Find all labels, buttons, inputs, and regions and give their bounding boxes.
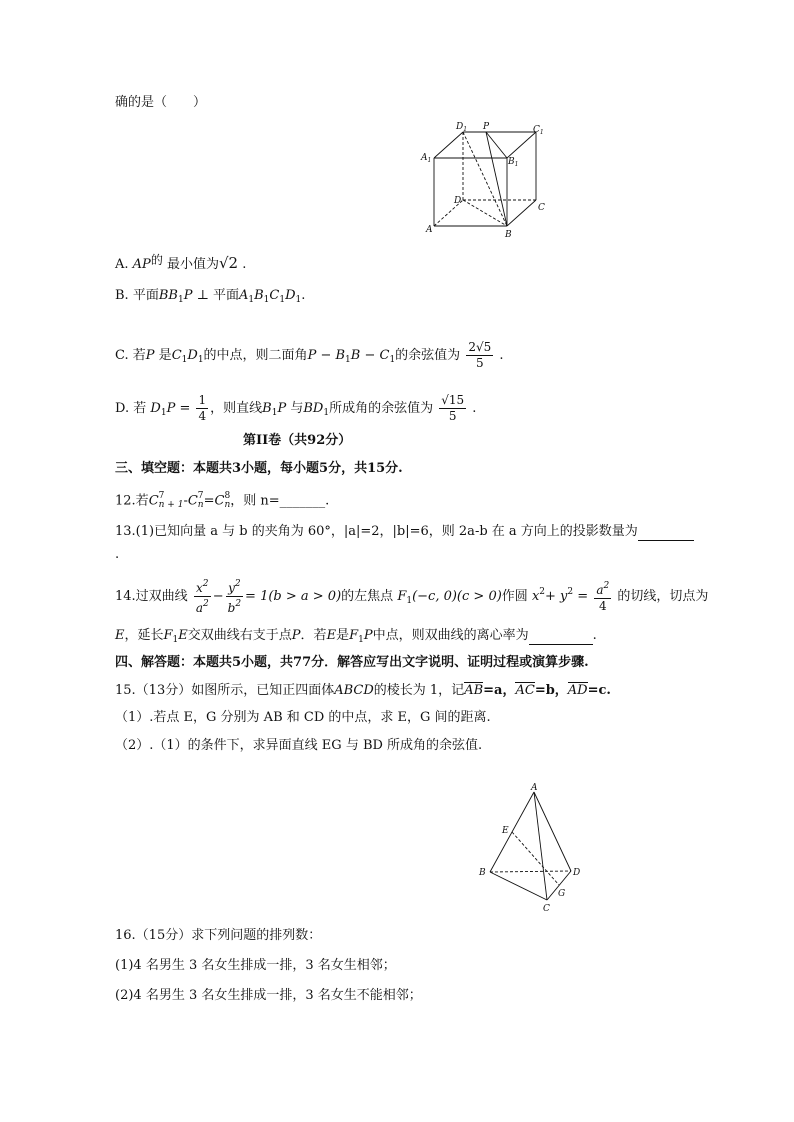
part2-title: 第II卷（共92分）: [243, 433, 352, 448]
label-c1: $C_1$: [533, 125, 544, 136]
question-15-part-2: （2）.（1）的条件下，求异面直线 EG 与 BD 所成角的余弦值.: [115, 738, 483, 753]
fraction-a2-4: $\frac{a^2}{4}$: [596, 581, 610, 613]
cube-segment-bd1: [463, 132, 507, 226]
label-d1: $D_1$: [456, 122, 468, 133]
tetra-edge-ad: [534, 792, 571, 871]
label-a: A: [531, 783, 538, 793]
section-4-heading: 四、解答题：本题共5小题，共77分．解答应写出文字说明、证明过程或演算步骤.: [115, 655, 589, 670]
fraction-1-over-4: $\frac{1}{4}$: [198, 393, 207, 423]
question-15-part-1: （1）.若点 E，G 分别为 AB 和 CD 的中点，求 E，G 间的距离.: [115, 710, 491, 725]
label-d: D: [454, 196, 462, 206]
answer-blank[interactable]: [529, 628, 593, 645]
fraction-x2-a2: $\frac{x^2}{a^2}$: [195, 579, 209, 615]
answer-blank[interactable]: [638, 524, 694, 541]
label-a: A: [426, 225, 433, 235]
option-b: B. 平面$BB_1P$ ⊥ 平面$A_1B_1C_1D_1$.: [115, 288, 306, 305]
question-13-dot: .: [115, 547, 120, 562]
cube-edge: [434, 132, 463, 158]
label-g: G: [558, 889, 566, 899]
option-d: D. 若 $D_1P$ = $\frac{1}{4}$ ，则直线$B_1P$ 与$BD_1$所成角的余弦值为 $\frac{√15}{5}$ .: [115, 393, 477, 423]
label-c: C: [538, 203, 545, 213]
fraction-2sqrt5-over-5: $\frac{2√5}{5}$: [468, 340, 492, 370]
tetra-edge-bd: [490, 871, 571, 872]
tetra-edge-bc: [490, 872, 547, 900]
cube-edge: [507, 132, 536, 158]
continuation-text: 确的是（ ）: [115, 95, 207, 110]
label-b: B: [505, 230, 512, 240]
label-d: D: [573, 868, 581, 878]
tetra-segment-eg: [512, 832, 559, 885]
question-16-part-2: (2)4 名男生 3 名女生排成一排，3 名女生不能相邻；: [115, 988, 422, 1003]
question-14-line-1: 14.过双曲线 $\frac{x^2}{a^2}$ − $\frac{y^2}{b^2}$ = 1(b > a > 0)的左焦点 $F_1(-c$, 0)(c > 0)作圆 $x^2+ y^2$ = $\frac{a^2}{4}$ 的切线，切点为: [115, 579, 709, 615]
section-3-heading: 三、填空题：本题共3小题，每小题5分，共15分.: [115, 461, 403, 476]
fraction-sqrt15-over-5: $\frac{√15}{5}$: [441, 393, 465, 423]
option-a: A. AP的 最小值为√2 .: [115, 253, 247, 272]
tetra-edge-ac: [534, 792, 547, 900]
question-16-title: 16.（15分）求下列问题的排列数：: [115, 928, 322, 943]
question-16-part-1: (1)4 名男生 3 名女生排成一排，3 名女生相邻；: [115, 958, 396, 973]
cube-segment-pb: [486, 132, 507, 226]
cube-edge: [507, 200, 536, 226]
question-13: 13.(1)已知向量 a 与 b 的夹角为 60°，|a|=2，|b|=6，则 2a-b 在 a 方向上的投影数量为: [115, 524, 694, 541]
tetrahedron-figure: [476, 780, 591, 915]
label-b1: $B_1$: [508, 157, 519, 168]
label-e: E: [502, 826, 509, 836]
fraction-y2-b2: $\frac{y^2}{b^2}$: [227, 579, 242, 615]
label-p: P: [483, 122, 490, 132]
label-c: C: [543, 904, 550, 914]
question-12: 12.若C 7 n + 1 -C 7 n =C 8 n ，则 n=_______.: [115, 491, 330, 510]
question-14-line-2: E，延长$F_1E$交双曲线右支于点P．若E是$F_1P$中点，则双曲线的离心率为 .: [115, 628, 597, 645]
label-a1: $A_1$: [421, 153, 432, 164]
option-c: C. 若P 是$C_1D_1$的中点，则二面角$P - B_1B - C_1$的余弦值为 $\frac{2√5}{5}$ .: [115, 340, 504, 370]
label-b: B: [479, 868, 486, 878]
cube-segment-pd: [463, 200, 507, 226]
question-15-line-1: 15.（13分）如图所示，已知正四面体ABCD的棱长为 1，记AB=a，AC=b，AD=c.: [115, 683, 611, 698]
cube-figure: [420, 118, 555, 240]
